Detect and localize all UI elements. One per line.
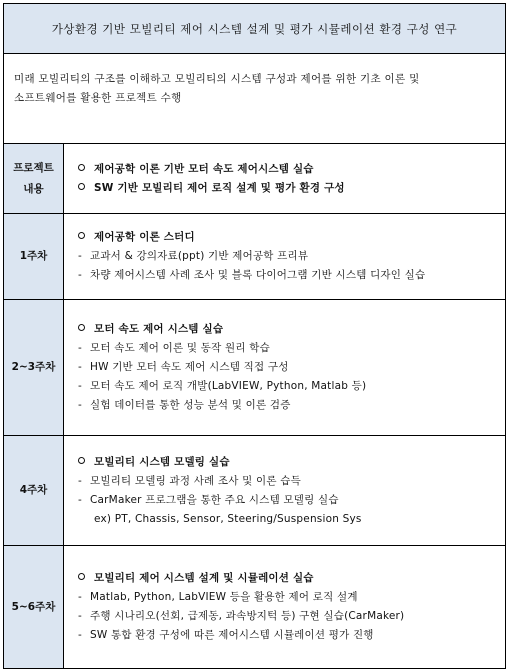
document-title: 가상환경 기반 모빌리티 제어 시스템 설계 및 평가 시뮬레이션 환경 구성 연구 [4,4,505,54]
content-item [76,626,499,645]
row-label: 2~3주차 [4,300,64,435]
circle-bullet-icon [78,183,85,190]
dash-bullet-icon: - [78,250,82,262]
item-text: 실험 데이터를 통한 성능 분석 및 이론 검증 [90,399,291,411]
content-item [76,472,499,491]
row-label-line-1: 프로젝트 [13,161,54,174]
content-heading [76,320,499,339]
row-content [64,436,505,545]
item-text: HW 기반 모터 속도 제어 시스템 직접 구성 [90,361,289,373]
circle-bullet-icon [78,457,85,464]
content-item [76,339,499,358]
content-heading [76,179,499,198]
summary-line-2: 소프트웨어를 활용한 프로젝트 수행 [14,92,182,104]
summary-line-1: 미래 모빌리티의 구조를 이해하고 모빌리티의 시스템 구성과 제어를 위한 기초 이론 및 [14,73,420,85]
dash-bullet-icon: - [78,610,82,622]
circle-bullet-icon [78,232,85,239]
circle-bullet-icon [78,324,85,331]
content-item [76,491,499,510]
circle-bullet-icon [78,573,85,580]
item-text: 주행 시나리오(선회, 급제동, 과속방지턱 등) 구현 실습(CarMaker) [90,610,405,622]
dash-bullet-icon: - [78,591,82,603]
dash-bullet-icon: - [78,399,82,411]
row-content [64,546,505,668]
circle-bullet-icon [78,164,85,171]
dash-bullet-icon: - [78,361,82,373]
dash-bullet-icon: - [78,493,82,506]
item-text: SW 통합 환경 구성에 따른 제어시스템 시뮬레이션 평가 진행 [90,629,374,641]
dash-bullet-icon: - [78,269,82,281]
row-label: 4주차 [4,436,64,545]
item-text: Matlab, Python, LabVIEW 등을 활용한 제어 로직 설계 [90,591,358,603]
row-week-2-3 [4,300,505,436]
item-text: CarMaker 프로그램을 통한 주요 시스템 모델링 실습 [90,493,339,506]
row-label: 1주차 [4,214,64,299]
heading-text: 모빌리티 제어 시스템 설계 및 시뮬레이션 실습 [94,572,314,584]
content-item [76,266,499,285]
content-heading [76,569,499,588]
dash-bullet-icon: - [78,629,82,641]
content-item [76,247,499,266]
content-item [76,588,499,607]
content-heading [76,160,499,179]
dash-bullet-icon: - [78,474,82,487]
row-week-4 [4,436,505,546]
item-text: 모터 속도 제어 이론 및 동작 원리 학습 [90,342,270,354]
heading-text: 제어공학 이론 기반 모터 속도 제어시스템 실습 [94,162,314,175]
row-week-1 [4,214,505,300]
item-text: 교과서 & 강의자료(ppt) 기반 제어공학 프리뷰 [90,250,309,262]
item-text: 모빌리티 모델링 과정 사례 조사 및 이론 습득 [90,474,301,487]
content-heading [76,453,499,472]
row-label-line-2: 내용 [23,182,44,195]
project-summary [4,54,505,144]
dash-bullet-icon: - [78,380,82,392]
item-text: 모터 속도 제어 로직 개발(LabVIEW, Python, Matlab 등) [90,380,367,392]
row-content [64,214,505,299]
row-project-content [4,144,505,214]
row-content [64,144,505,213]
row-label: 5~6주차 [4,546,64,668]
content-item [76,358,499,377]
row-label [4,144,64,213]
content-item-example [76,510,499,529]
content-item [76,396,499,415]
project-document [3,3,506,669]
row-week-5-6 [4,546,505,668]
item-text: ex) PT, Chassis, Sensor, Steering/Suspension Sys [94,512,362,525]
heading-text: 제어공학 이론 스터디 [94,231,195,243]
heading-text: 모터 속도 제어 시스템 실습 [94,323,224,335]
content-item [76,607,499,626]
heading-text: SW 기반 모빌리티 제어 로직 설계 및 평가 환경 구성 [94,181,345,194]
heading-text: 모빌리티 시스템 모델링 실습 [94,455,230,468]
row-content [64,300,505,435]
content-heading [76,228,499,247]
item-text: 차량 제어시스템 사례 조사 및 블록 다이어그램 기반 시스템 디자인 실습 [90,269,426,281]
dash-bullet-icon: - [78,342,82,354]
content-item [76,377,499,396]
